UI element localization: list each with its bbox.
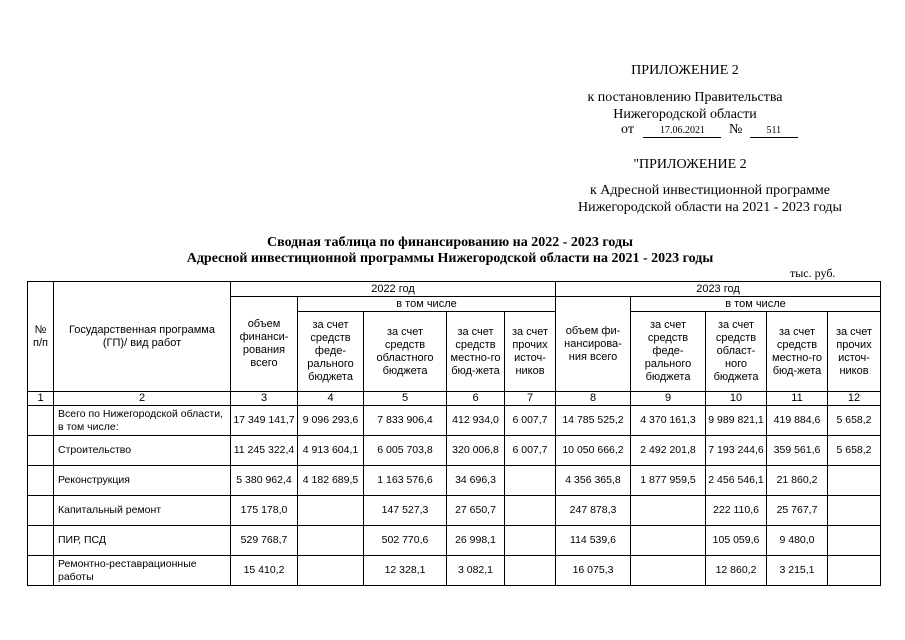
col-number: 5	[364, 392, 447, 406]
cell-c11: 25 767,7	[767, 496, 828, 526]
cell-c8: 10 050 666,2	[556, 436, 631, 466]
col-number: 12	[828, 392, 881, 406]
appendix-ref-line	[621, 122, 798, 138]
cell-c12	[828, 526, 881, 556]
cell-c3: 529 768,7	[231, 526, 298, 556]
row-num	[28, 406, 54, 436]
cell-c3: 15 410,2	[231, 556, 298, 586]
header-2023-incl: в том числе	[631, 297, 881, 312]
header-program: Государственная программа (ГП)/ вид работ	[54, 282, 231, 392]
cell-c11: 359 561,6	[767, 436, 828, 466]
cell-c11: 3 215,1	[767, 556, 828, 586]
cell-c7	[505, 556, 556, 586]
inner-appendix-line2: Нижегородской области на 2021 - 2023 годы	[578, 200, 842, 215]
cell-c6: 320 006,8	[447, 436, 505, 466]
row-num	[28, 466, 54, 496]
inner-appendix-line1: к Адресной инвестиционной программе	[589, 183, 831, 198]
cell-c12: 5 658,2	[828, 436, 881, 466]
column-numbers-row	[28, 392, 881, 406]
cell-c8: 4 356 365,8	[556, 466, 631, 496]
cell-c4	[298, 526, 364, 556]
table-row	[28, 526, 881, 556]
cell-c10: 105 059,6	[706, 526, 767, 556]
financing-table	[27, 281, 881, 586]
header-2023-loc: за счет средств местно-го бюд-жета	[767, 312, 828, 392]
table-row	[28, 406, 881, 436]
table-title-line2: Адресной инвестиционной программы Нижегородской области на 2021 - 2023 годы	[186, 251, 714, 266]
cell-c7: 6 007,7	[505, 436, 556, 466]
header-2023-oth: за счет прочих источ-ников	[828, 312, 881, 392]
row-name: Ремонтно-реставрационные работы	[54, 556, 231, 586]
header-year-2022: 2022 год	[231, 282, 556, 297]
cell-c3: 175 178,0	[231, 496, 298, 526]
cell-c3: 5 380 962,4	[231, 466, 298, 496]
table-row	[28, 436, 881, 466]
appendix-line1: к постановлению Правительства	[587, 90, 783, 105]
appendix-date: 17.06.2021	[643, 125, 721, 138]
table-title-line1: Сводная таблица по финансированию на 2022 - 2023 годы	[267, 235, 633, 250]
header-2022-total: объем финанси-рования всего	[231, 297, 298, 392]
cell-c6: 412 934,0	[447, 406, 505, 436]
header-2022-incl: в том числе	[298, 297, 556, 312]
cell-c8: 16 075,3	[556, 556, 631, 586]
row-name: Всего по Нижегородской области, в том числе:	[54, 406, 231, 436]
header-num: № п/п	[28, 282, 54, 392]
number-sign: №	[728, 122, 743, 137]
row-name: Реконструкция	[54, 466, 231, 496]
row-name: Строительство	[54, 436, 231, 466]
cell-c11: 9 480,0	[767, 526, 828, 556]
col-number: 2	[54, 392, 231, 406]
cell-c9: 2 492 201,8	[631, 436, 706, 466]
col-number: 9	[631, 392, 706, 406]
cell-c6: 26 998,1	[447, 526, 505, 556]
inner-appendix-title: "ПРИЛОЖЕНИЕ 2	[633, 157, 747, 172]
cell-c8: 247 878,3	[556, 496, 631, 526]
col-number: 3	[231, 392, 298, 406]
col-number: 1	[28, 392, 54, 406]
cell-c9	[631, 496, 706, 526]
header-2023-fed: за счет средств феде-рального бюджета	[631, 312, 706, 392]
cell-c10: 7 193 244,6	[706, 436, 767, 466]
appendix-number: 511	[750, 125, 798, 138]
appendix-title: ПРИЛОЖЕНИЕ 2	[631, 63, 739, 78]
cell-c5: 147 527,3	[364, 496, 447, 526]
header-2023-reg: за счет средств област-ного бюджета	[706, 312, 767, 392]
cell-c5: 502 770,6	[364, 526, 447, 556]
cell-c6: 34 696,3	[447, 466, 505, 496]
cell-c11: 21 860,2	[767, 466, 828, 496]
cell-c10: 222 110,6	[706, 496, 767, 526]
cell-c4: 4 182 689,5	[298, 466, 364, 496]
col-number: 11	[767, 392, 828, 406]
cell-c5: 7 833 906,4	[364, 406, 447, 436]
row-name: Капитальный ремонт	[54, 496, 231, 526]
col-number: 8	[556, 392, 631, 406]
cell-c9: 4 370 161,3	[631, 406, 706, 436]
cell-c6: 3 082,1	[447, 556, 505, 586]
cell-c7: 6 007,7	[505, 406, 556, 436]
cell-c5: 12 328,1	[364, 556, 447, 586]
cell-c7	[505, 496, 556, 526]
table-row	[28, 466, 881, 496]
cell-c8: 114 539,6	[556, 526, 631, 556]
row-num	[28, 436, 54, 466]
table-row	[28, 496, 881, 526]
cell-c12	[828, 466, 881, 496]
cell-c5: 6 005 703,8	[364, 436, 447, 466]
row-num	[28, 526, 54, 556]
cell-c9	[631, 556, 706, 586]
cell-c4: 9 096 293,6	[298, 406, 364, 436]
header-2023-total: объем фи-нансирова-ния всего	[556, 297, 631, 392]
cell-c4	[298, 496, 364, 526]
col-number: 4	[298, 392, 364, 406]
units-label: тыс. руб.	[790, 266, 836, 280]
cell-c10: 12 860,2	[706, 556, 767, 586]
header-2022-loc: за счет средств местно-го бюд-жета	[447, 312, 505, 392]
cell-c7	[505, 526, 556, 556]
cell-c12: 5 658,2	[828, 406, 881, 436]
header-year-2023: 2023 год	[556, 282, 881, 297]
table-row	[28, 556, 881, 586]
row-name: ПИР, ПСД	[54, 526, 231, 556]
cell-c4: 4 913 604,1	[298, 436, 364, 466]
cell-c7	[505, 466, 556, 496]
cell-c3: 11 245 322,4	[231, 436, 298, 466]
cell-c9: 1 877 959,5	[631, 466, 706, 496]
from-label: от	[621, 122, 634, 137]
cell-c5: 1 163 576,6	[364, 466, 447, 496]
appendix-line2: Нижегородской области	[613, 107, 757, 122]
cell-c3: 17 349 141,7	[231, 406, 298, 436]
col-number: 7	[505, 392, 556, 406]
header-2022-oth: за счет прочих источ-ников	[505, 312, 556, 392]
cell-c8: 14 785 525,2	[556, 406, 631, 436]
header-2022-reg: за счет средств областного бюджета	[364, 312, 447, 392]
row-num	[28, 556, 54, 586]
cell-c4	[298, 556, 364, 586]
cell-c11: 419 884,6	[767, 406, 828, 436]
cell-c10: 2 456 546,1	[706, 466, 767, 496]
header-2022-fed: за счет средств феде-рального бюджета	[298, 312, 364, 392]
cell-c12	[828, 556, 881, 586]
col-number: 6	[447, 392, 505, 406]
cell-c9	[631, 526, 706, 556]
cell-c12	[828, 496, 881, 526]
row-num	[28, 496, 54, 526]
cell-c6: 27 650,7	[447, 496, 505, 526]
cell-c10: 9 989 821,1	[706, 406, 767, 436]
col-number: 10	[706, 392, 767, 406]
